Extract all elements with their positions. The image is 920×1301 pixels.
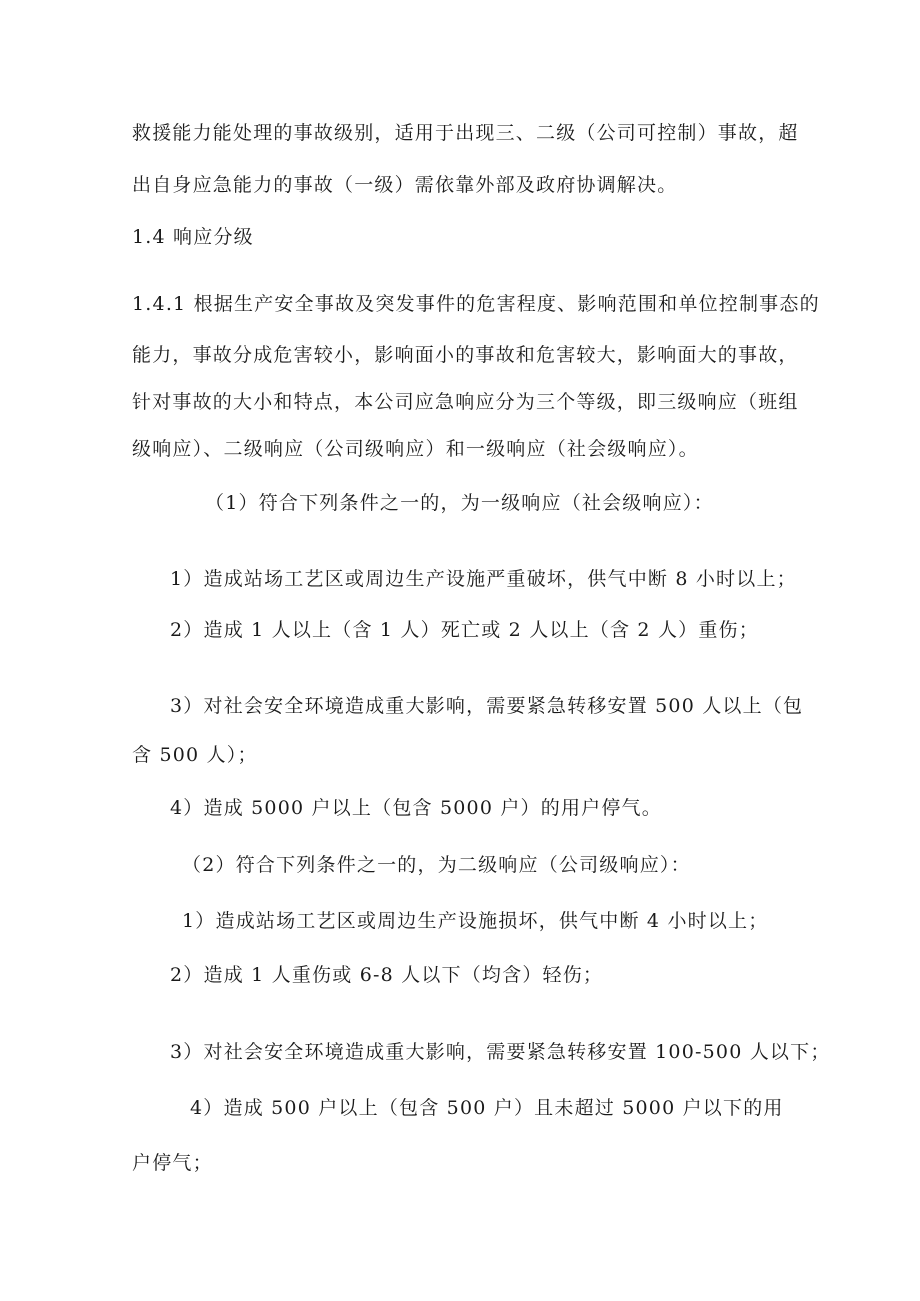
level1-heading: （1）符合下列条件之一的，为一级响应（社会级响应）： — [205, 492, 714, 514]
level1-item-3-line-1: 3）对社会安全环境造成重大影响，需要紧急转移安置 500 人以上（包 — [170, 695, 804, 717]
level1-item-4: 4）造成 5000 户以上（包含 5000 户）的用户停气。 — [170, 797, 662, 819]
level2-item-1: 1）造成站场工艺区或周边生产设施损坏，供气中断 4 小时以上； — [182, 910, 769, 932]
level2-heading: （2）符合下列条件之一的，为二级响应（公司级响应）： — [182, 854, 691, 876]
intro-line-2: 出自身应急能力的事故（一级）需依靠外部及政府协调解决。 — [132, 174, 678, 196]
level2-item-4-line-1: 4）造成 500 户以上（包含 500 户）且未超过 5000 户以下的用 — [190, 1097, 784, 1119]
para-141-line-2: 能力，事故分成危害较小，影响面小的事故和危害较大，影响面大的事故， — [132, 344, 799, 366]
level1-item-1: 1）造成站场工艺区或周边生产设施严重破坏，供气中断 8 小时以上； — [170, 568, 797, 590]
para-141-line-4: 级响应）、二级响应（公司级响应）和一级响应（社会级响应）。 — [132, 438, 699, 460]
para-141-line-3: 针对事故的大小和特点，本公司应急响应分为三个等级，即三级响应（班组 — [132, 391, 799, 413]
level2-item-4-line-2: 户停气； — [132, 1152, 213, 1174]
level2-item-3: 3）对社会安全环境造成重大影响，需要紧急转移安置 100-500 人以下； — [170, 1041, 831, 1063]
intro-line-1: 救援能力能处理的事故级别，适用于出现三、二级（公司可控制）事故，超 — [132, 122, 799, 144]
level1-item-2: 2）造成 1 人以上（含 1 人）死亡或 2 人以上（含 2 人）重伤； — [170, 619, 759, 641]
section-heading: 1.4 响应分级 — [132, 226, 254, 248]
para-141-line-1: 1.4.1 根据生产安全事故及突发事件的危害程度、影响范围和单位控制事态的 — [132, 293, 820, 315]
level1-item-3-line-2: 含 500 人）； — [132, 744, 258, 766]
level2-item-2: 2）造成 1 人重伤或 6-8 人以下（均含）轻伤； — [170, 964, 604, 986]
